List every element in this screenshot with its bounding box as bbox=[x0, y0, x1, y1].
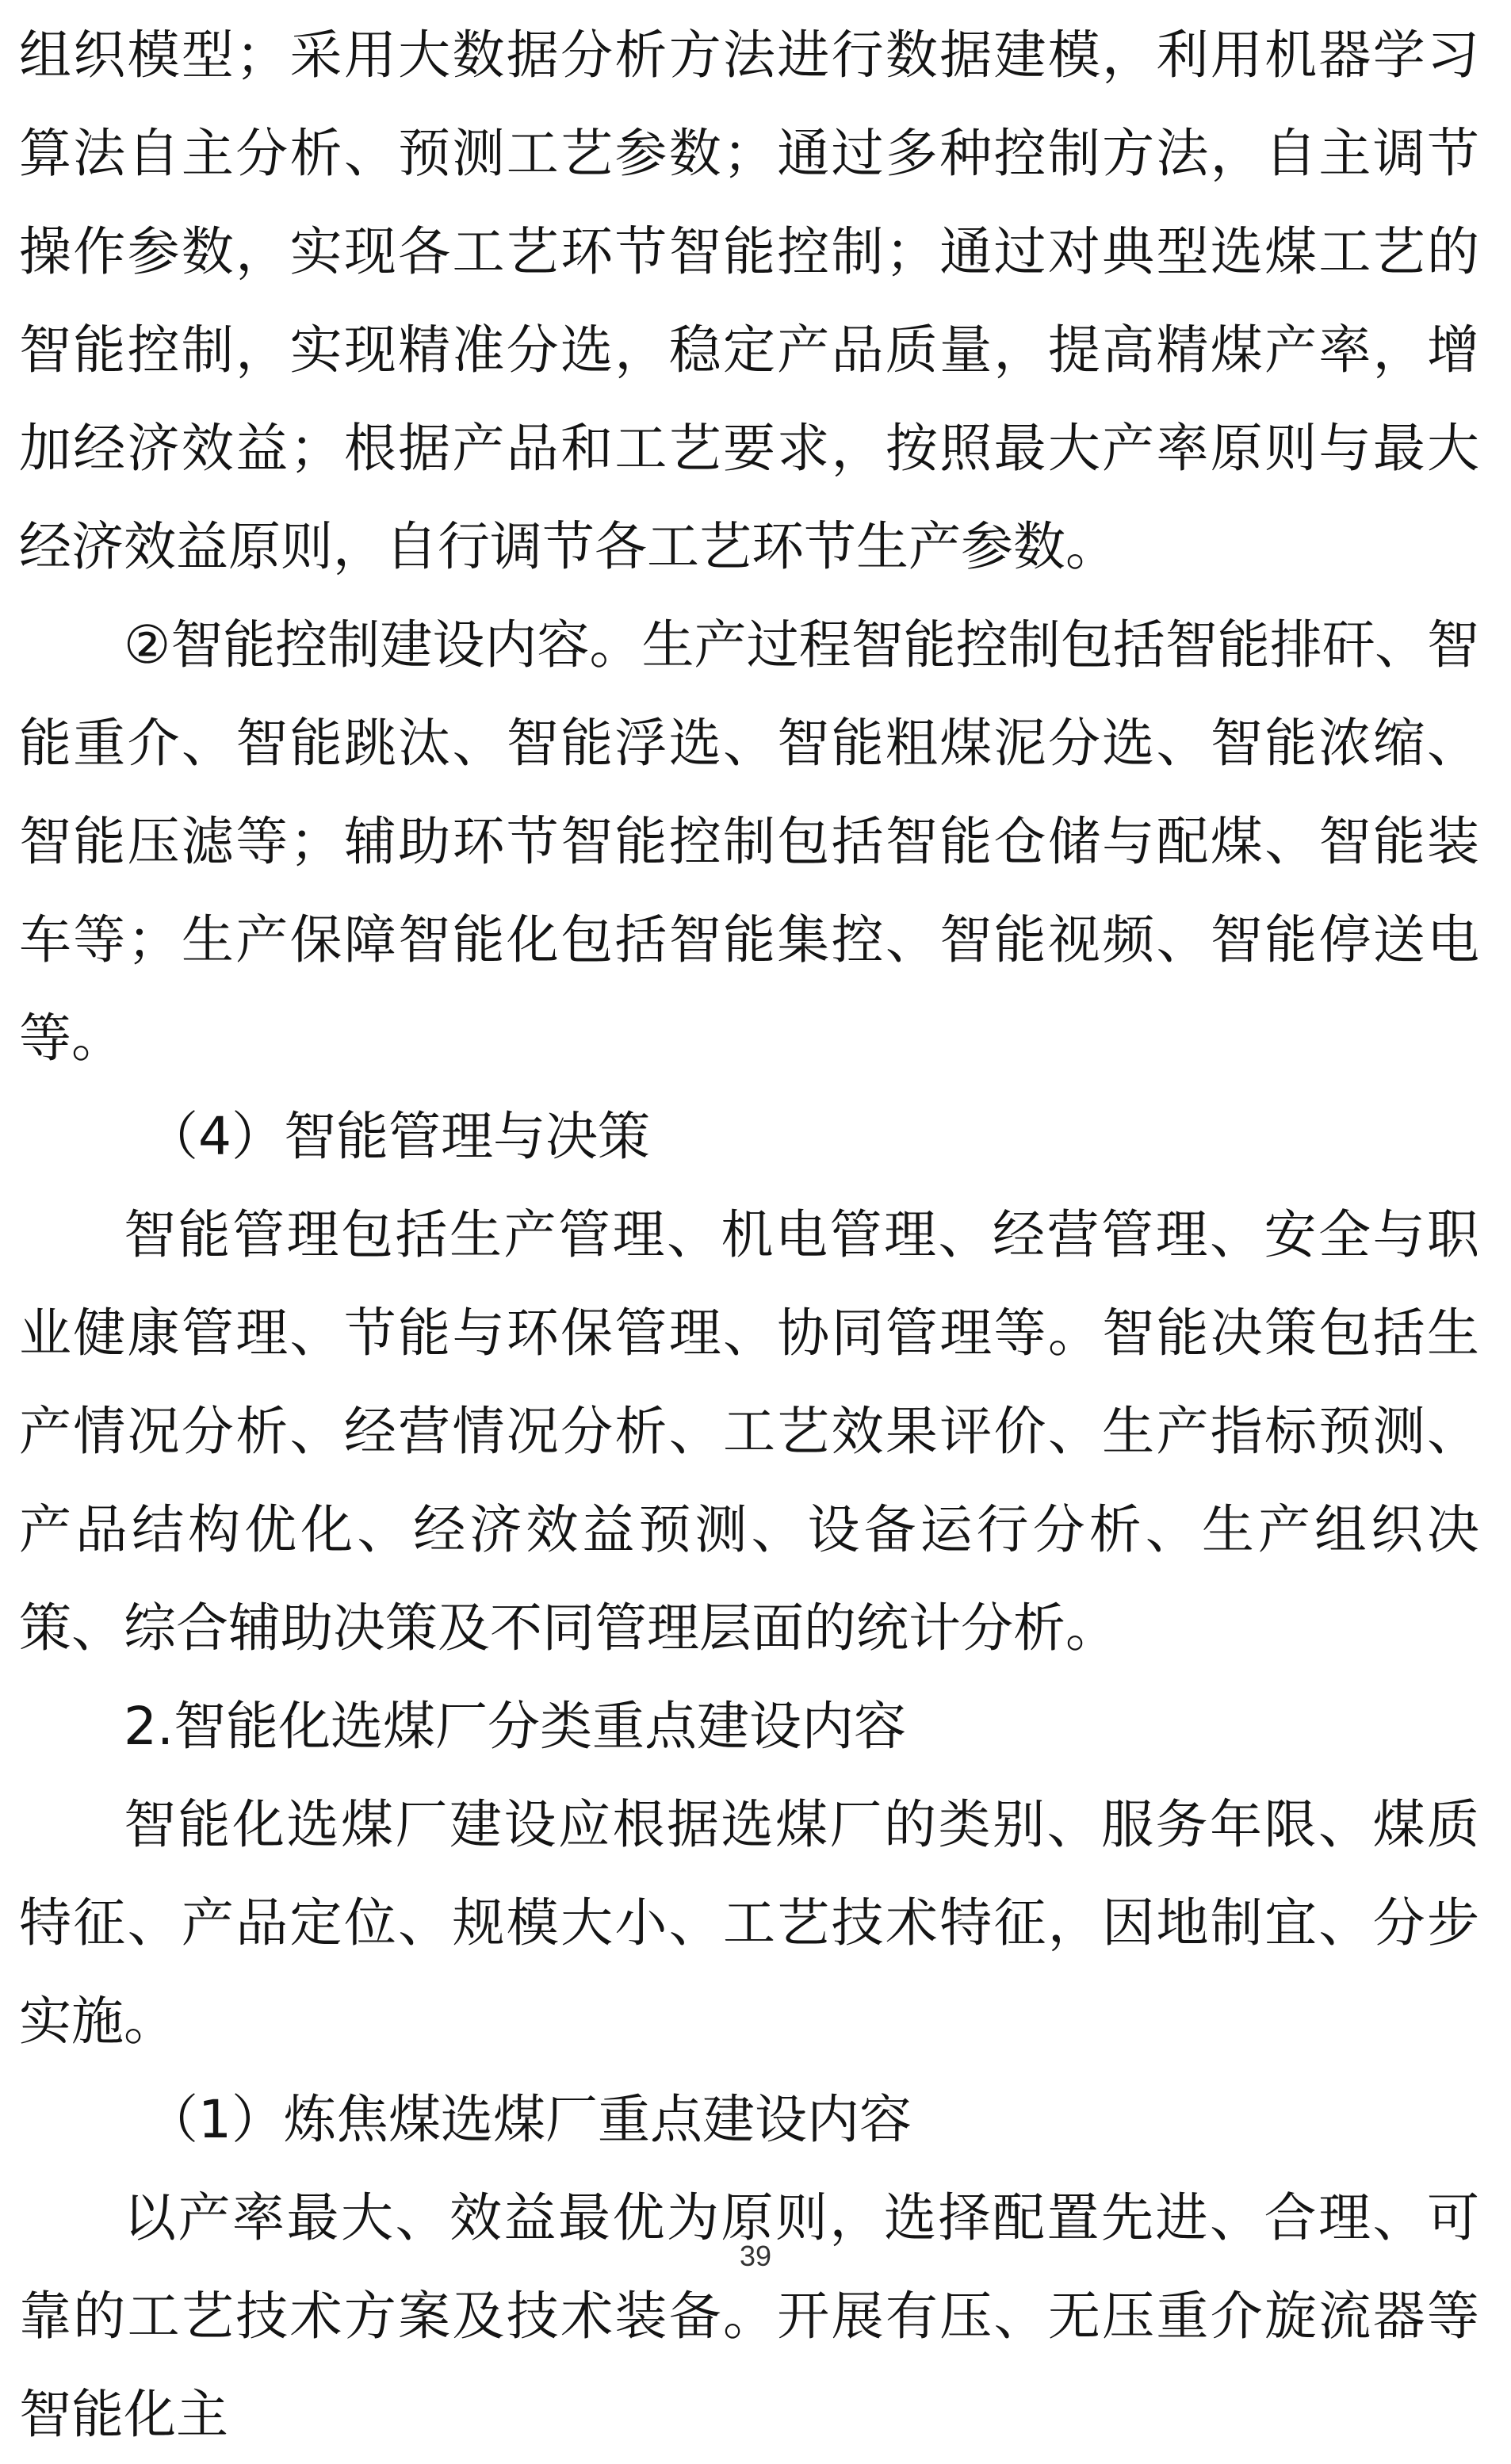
page-number: 39 bbox=[739, 2240, 772, 2272]
paragraph-smart-management: 智能管理包括生产管理、机电管理、经营管理、安全与职业健康管理、节能与环保管理、协同管理等。智能决策包括生产情况分析、经营情况分析、工艺效果评价、生产指标预测、产品结构优化、经济效益预测、设备运行分析、生产组织决策、综合辅助决策及不同管理层面的统计分析。 bbox=[19, 1204, 1479, 1659]
paragraph-smart-control-content: ②智能控制建设内容。生产过程智能控制包括智能排矸、智能重介、智能跳汰、智能浮选、智能粗煤泥分选、智能浓缩、智能压滤等；辅助环节智能控制包括智能仓储与配煤、智能装车等；生产保障智能化包括智能集控、智能视频、智能停送电等。 bbox=[19, 614, 1479, 1069]
paragraph-construction-principles: 智能化选煤厂建设应根据选煤厂的类别、服务年限、煤质特征、产品定位、规模大小、工艺技术特征，因地制宜、分步实施。 bbox=[19, 1794, 1479, 2052]
section-heading-smart-management: （4）智能管理与决策 bbox=[146, 1106, 650, 1167]
paragraph-continuation: 组织模型；采用大数据分析方法进行数据建模，利用机器学习算法自主分析、预测工艺参数；通过多种控制方法，自主调节操作参数，实现各工艺环节智能控制；通过对典型选煤工艺的智能控制，实现精准分选，稳定产品质量，提高精煤产率，增加经济效益；根据产品和工艺要求，按照最大产率原则与最大经济效益原则，自行调节各工艺环节生产参数。 bbox=[19, 25, 1479, 577]
section-heading-coking-coal-plant: （1）炼焦煤选煤厂重点建设内容 bbox=[146, 2089, 912, 2150]
section-heading-classified-construction: 2.智能化选煤厂分类重点建设内容 bbox=[124, 1696, 906, 1757]
paragraph-coking-coal-plant: 以产率最大、效益最优为原则，选择配置先进、合理、可靠的工艺技术方案及技术装备。开展有压、无压重介旋流器等智能化主 bbox=[19, 2187, 1479, 2445]
